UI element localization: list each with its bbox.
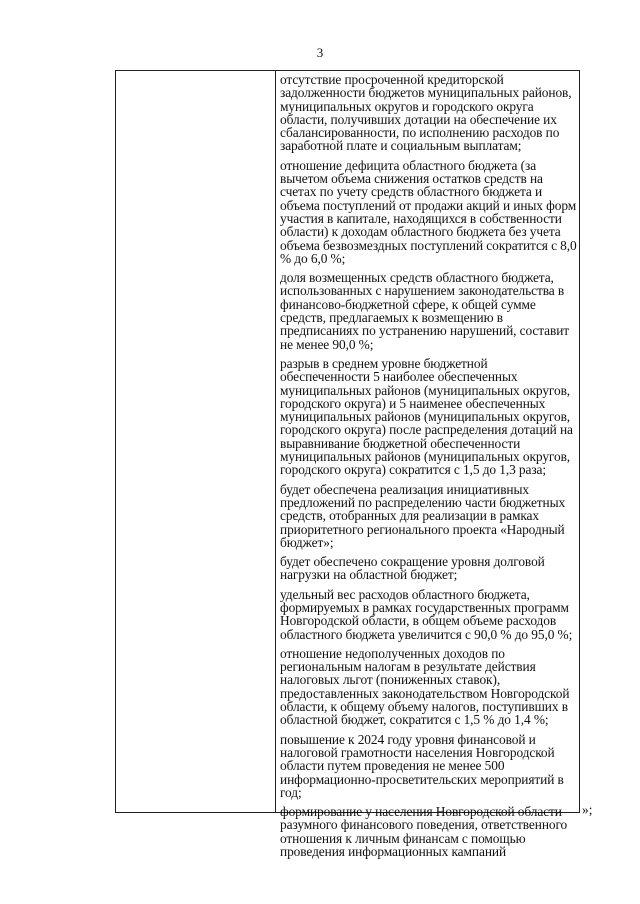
table-cell-right: [280, 73, 577, 864]
closing-quote-mark: »;: [582, 802, 593, 817]
paragraph-recovered-funds: доля возмещенных средств областного бюджета, использованных с нарушением законодательства в финансово-бюджетной сфере, к общей сумме средств, предлагаемых к возмещению в предписаниях по устранению нарушений, составит не менее 90,0 %;: [280, 270, 570, 352]
paragraph-deficit-ratio: отношение дефицита областного бюджета (за вычетом объема снижения остатков средств на счетах по учету средств областного бюджета и объема поступлений от продажи акций и иных форм участия в капитале, находящихся в собственности области) к доходам областного бюджета без учета объема безвозмездных поступлений сократится с 8,0 % до 6,0 %;: [280, 157, 577, 266]
document-table: [115, 70, 580, 860]
paragraph-debt-load: будет обеспечено сокращение уровня долговой нагрузки на областной бюджет;: [280, 554, 545, 583]
page-number: 3: [316, 45, 324, 60]
paragraph-overdue-payables: отсутствие просроченной кредиторской задолженности бюджетов муниципальных районов, муниципальных округов и городского округа области, получивших дотации на обеспечение их сбалансированности, по исполнению расходов по заработной плате и социальным выплатам;: [280, 72, 572, 154]
paragraph-budget-gap: разрыв в среднем уровне бюджетной обеспеченности 5 наиболее обеспеченных муниципальных районов (муниципальных округов, городского округа) и 5 наименее обеспеченных муниципальных районов (муниципальных округов, городского округа) после распределения дотаций на выравнивание бюджетной обеспеченности муниципальных районов (муниципальных округов, городского округа) сократится с 1,5 до 1,3 раза;: [280, 355, 573, 478]
paragraph-initiative-proposals: будет обеспечена реализация инициативных предложений по распределению части бюджетных средств, отобранных для реализации в рамках приоритетного регионального проекта «Народный бюджет»;: [280, 481, 566, 550]
paragraph-tax-benefits: отношение недополученных доходов по региональным налогам в результате действия налоговых льгот (пониженных ставок), предоставленных законодательством Новгородской области, к общему объему налогов, поступивших в областной бюджет, сократится с 1,5 % до 1,4 %;: [280, 645, 570, 728]
paragraph-financial-literacy: повышение к 2024 году уровня финансовой и налоговой грамотности населения Новгородской области путем проведения не менее 500 информационно-просветительских мероприятий в год;: [280, 731, 564, 800]
paragraph-financial-behavior: формирование у населения Новгородской области разумного финансового поведения, ответственного отношения к личным финансам с помощью проведения информационных кампаний: [280, 804, 568, 860]
paragraph-program-share: удельный вес расходов областного бюджета, формируемых в рамках государственных программ Новгородской области, в общем объеме расходов областного бюджета увеличится с 90,0 % до 95,0 %;: [280, 586, 573, 642]
column-divider: [275, 71, 276, 812]
